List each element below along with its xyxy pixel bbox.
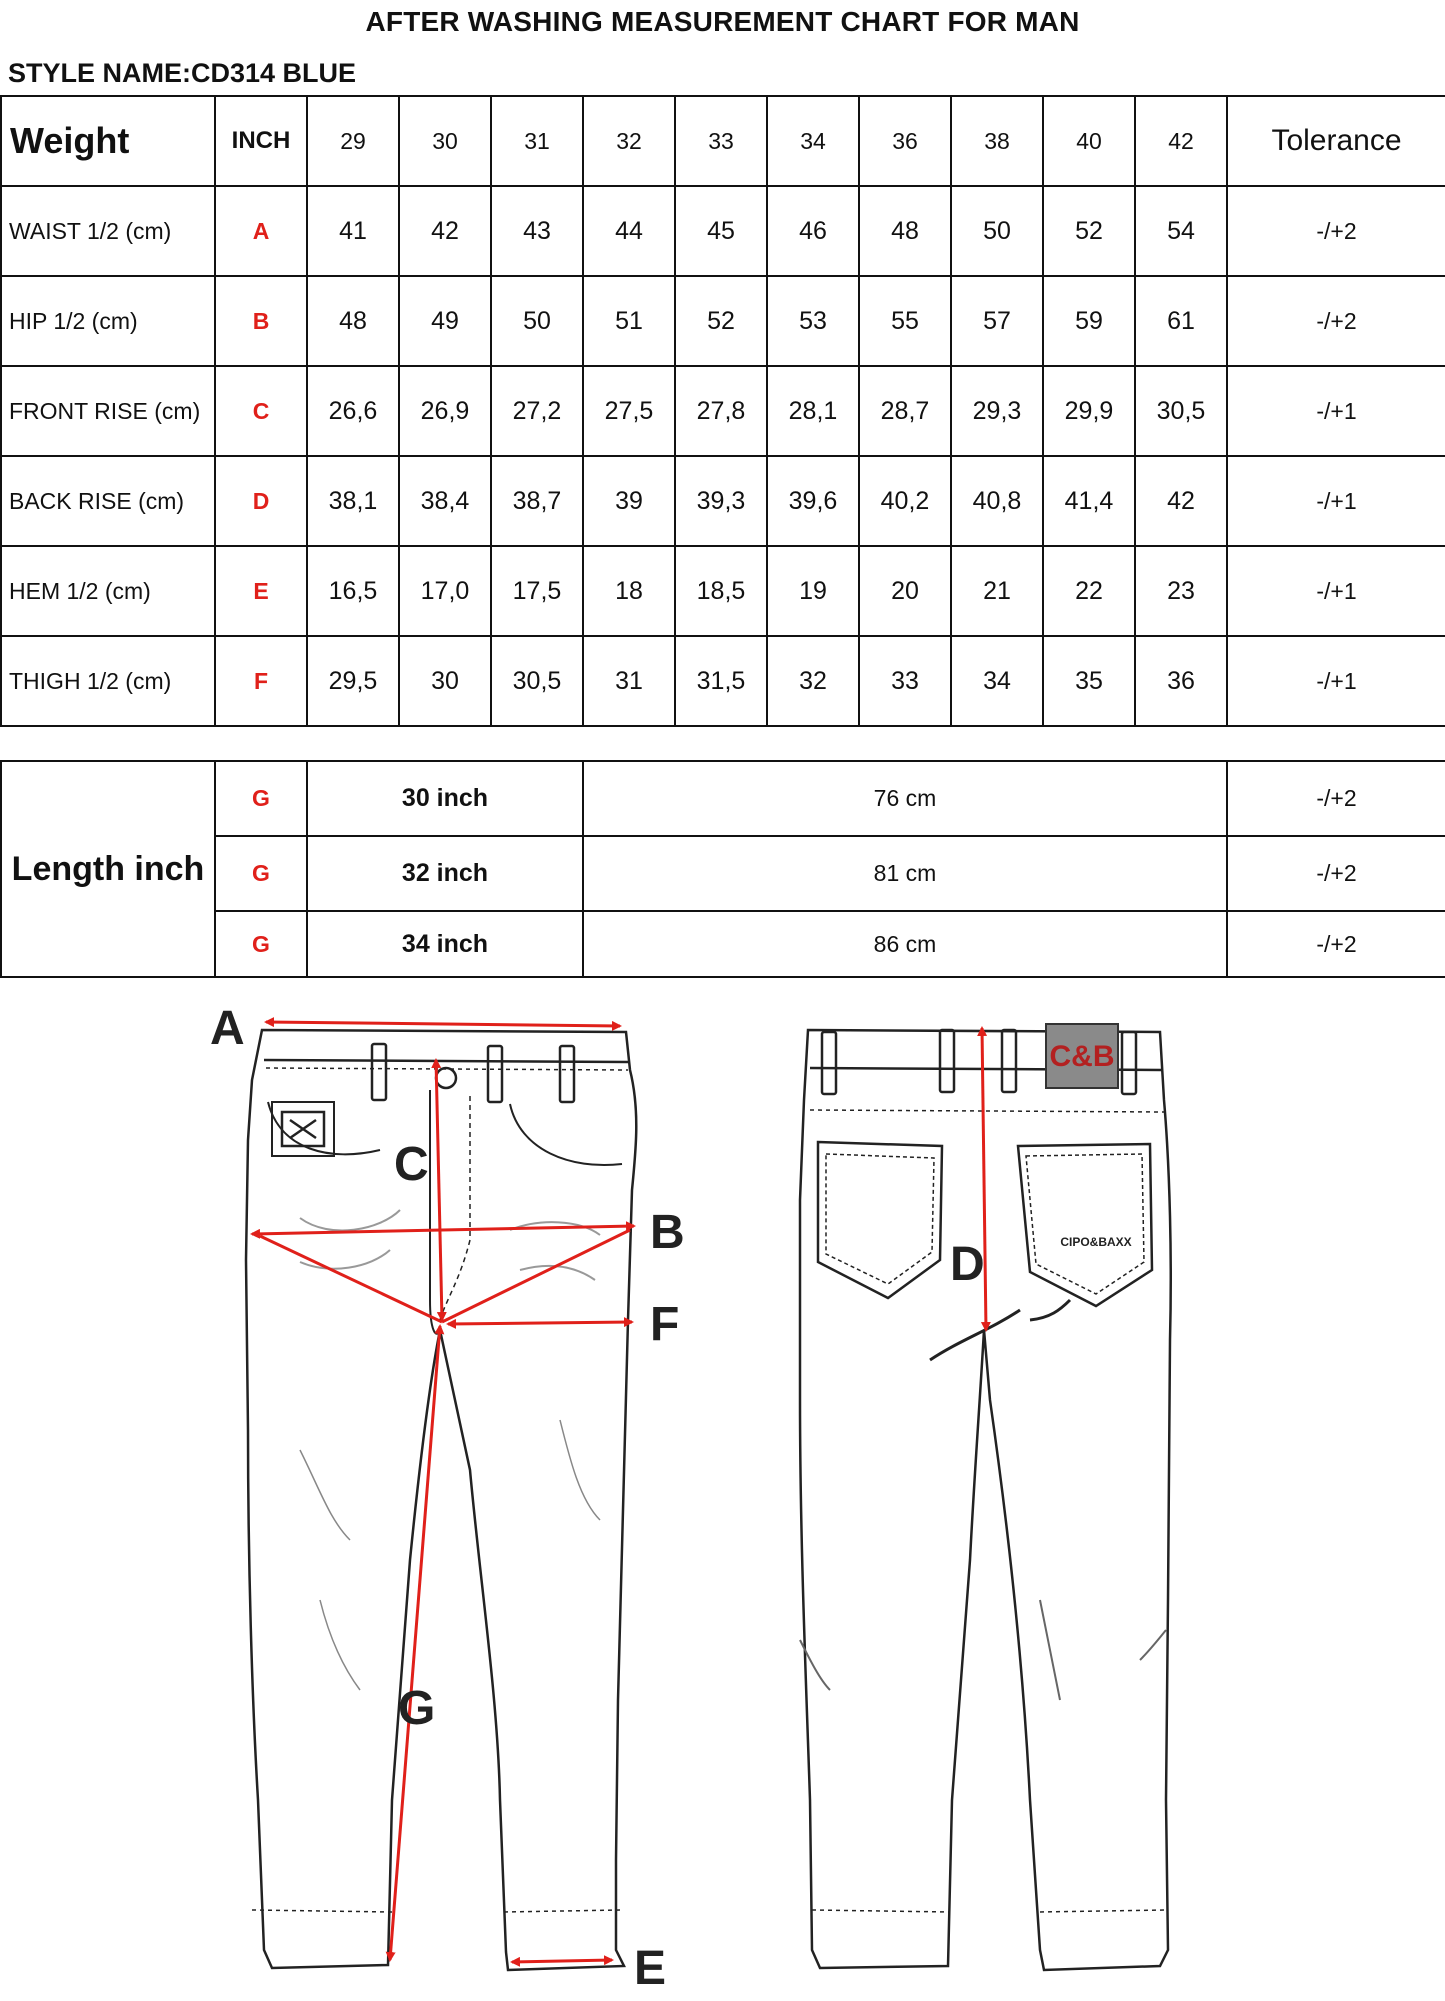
size-value: 40,8: [951, 456, 1043, 546]
label-a: A: [210, 1002, 245, 1055]
arrow-a: [266, 1022, 620, 1026]
measure-code: D: [215, 456, 307, 546]
length-table: [0, 760, 1445, 978]
brand-patch-text: C&B: [1049, 1040, 1115, 1073]
size-value: 38,1: [307, 456, 399, 546]
size-value: 30: [399, 636, 491, 726]
header-size: 33: [675, 96, 767, 186]
size-value: 38,4: [399, 456, 491, 546]
front-button: [436, 1068, 456, 1088]
size-value: 59: [1043, 276, 1135, 366]
belt-loop: [822, 1032, 836, 1094]
measure-code: F: [215, 636, 307, 726]
belt-loop: [372, 1044, 386, 1100]
table-row: [1, 366, 1445, 456]
size-value: 35: [1043, 636, 1135, 726]
belt-loop: [1122, 1032, 1136, 1094]
measurement-name: FRONT RISE (cm): [1, 366, 215, 456]
belt-loop: [1002, 1030, 1016, 1092]
size-value: 48: [859, 186, 951, 276]
size-value: 49: [399, 276, 491, 366]
belt-loop: [560, 1046, 574, 1102]
table-row: [1, 911, 1445, 977]
size-value: 53: [767, 276, 859, 366]
table-row: [1, 761, 1445, 836]
size-value: 22: [1043, 546, 1135, 636]
size-value: 17,0: [399, 546, 491, 636]
tolerance-cell: -/+2: [1227, 186, 1445, 276]
page-title: AFTER WASHING MEASUREMENT CHART FOR MAN: [365, 6, 1080, 37]
back-pocket-left: [818, 1142, 942, 1298]
front-jeans-drawing: [246, 1030, 636, 1970]
header-tolerance: Tolerance: [1227, 96, 1445, 186]
size-value: 61: [1135, 276, 1227, 366]
size-value: 55: [859, 276, 951, 366]
size-value: 41: [307, 186, 399, 276]
tolerance-cell: -/+1: [1227, 546, 1445, 636]
length-cm: 86 cm: [583, 911, 1227, 977]
size-value: 52: [675, 276, 767, 366]
arrow-b2: [260, 1236, 442, 1322]
length-inch: 34 inch: [307, 911, 583, 977]
arrow-e: [512, 1960, 612, 1962]
size-value: 27,5: [583, 366, 675, 456]
measurement-name: HIP 1/2 (cm): [1, 276, 215, 366]
table-row: [1, 186, 1445, 276]
length-cm: 81 cm: [583, 836, 1227, 911]
size-value: 18: [583, 546, 675, 636]
size-value: 38,7: [491, 456, 583, 546]
header-size: 34: [767, 96, 859, 186]
size-value: 28,7: [859, 366, 951, 456]
size-value: 40,2: [859, 456, 951, 546]
size-value: 17,5: [491, 546, 583, 636]
size-value: 20: [859, 546, 951, 636]
header-inch: INCH: [215, 96, 307, 186]
size-value: 39,6: [767, 456, 859, 546]
table-row: [1, 276, 1445, 366]
measurement-name: HEM 1/2 (cm): [1, 546, 215, 636]
size-value: 50: [951, 186, 1043, 276]
header-size: 36: [859, 96, 951, 186]
size-value: 44: [583, 186, 675, 276]
label-b: B: [650, 1206, 685, 1259]
measure-code: G: [215, 761, 307, 836]
header-size: 40: [1043, 96, 1135, 186]
size-value: 57: [951, 276, 1043, 366]
table-row: [1, 636, 1445, 726]
arrow-b3: [442, 1230, 630, 1322]
size-value: 26,9: [399, 366, 491, 456]
measurement-name: WAIST 1/2 (cm): [1, 186, 215, 276]
measure-code: G: [215, 836, 307, 911]
size-value: 36: [1135, 636, 1227, 726]
back-pocket-text: CIPO&BAXX: [1060, 1235, 1132, 1249]
length-label: Length inch: [1, 761, 215, 977]
header-size: 32: [583, 96, 675, 186]
size-value: 27,2: [491, 366, 583, 456]
measurement-name: THIGH 1/2 (cm): [1, 636, 215, 726]
size-value: 42: [1135, 456, 1227, 546]
size-value: 34: [951, 636, 1043, 726]
size-value: 41,4: [1043, 456, 1135, 546]
size-value: 26,6: [307, 366, 399, 456]
size-value: 18,5: [675, 546, 767, 636]
length-inch: 32 inch: [307, 836, 583, 911]
length-cm: 76 cm: [583, 761, 1227, 836]
size-value: 23: [1135, 546, 1227, 636]
header-size: 31: [491, 96, 583, 186]
measure-code: E: [215, 546, 307, 636]
tolerance-cell: -/+2: [1227, 761, 1445, 836]
table-row: [1, 836, 1445, 911]
tolerance-cell: -/+1: [1227, 636, 1445, 726]
size-value: 39: [583, 456, 675, 546]
label-c: C: [394, 1138, 429, 1191]
size-value: 45: [675, 186, 767, 276]
front-outline: [246, 1030, 636, 1970]
size-value: 29,9: [1043, 366, 1135, 456]
measure-code: G: [215, 911, 307, 977]
label-f: F: [650, 1298, 680, 1351]
size-value: 29,3: [951, 366, 1043, 456]
measure-code: C: [215, 366, 307, 456]
table-row: [1, 456, 1445, 546]
size-value: 21: [951, 546, 1043, 636]
measurement-name: BACK RISE (cm): [1, 456, 215, 546]
size-value: 52: [1043, 186, 1135, 276]
size-value: 48: [307, 276, 399, 366]
tolerance-cell: -/+2: [1227, 836, 1445, 911]
size-value: 50: [491, 276, 583, 366]
header-size: 30: [399, 96, 491, 186]
size-value: 51: [583, 276, 675, 366]
table-header-row: [1, 96, 1445, 186]
arrow-g: [390, 1326, 440, 1960]
size-value: 30,5: [491, 636, 583, 726]
label-g: G: [398, 1682, 436, 1735]
size-value: 33: [859, 636, 951, 726]
measure-code: B: [215, 276, 307, 366]
arrow-c: [436, 1060, 442, 1320]
arrow-b: [252, 1226, 634, 1234]
label-e: E: [634, 1942, 667, 1995]
belt-loop: [940, 1030, 954, 1092]
tolerance-cell: -/+1: [1227, 366, 1445, 456]
jeans-technical-drawing: [0, 990, 1445, 2001]
size-value: 28,1: [767, 366, 859, 456]
tolerance-cell: -/+2: [1227, 911, 1445, 977]
header-size: 38: [951, 96, 1043, 186]
arrow-f: [448, 1322, 632, 1324]
size-value: 16,5: [307, 546, 399, 636]
tolerance-cell: -/+1: [1227, 456, 1445, 546]
size-value: 43: [491, 186, 583, 276]
size-value: 31,5: [675, 636, 767, 726]
size-value: 30,5: [1135, 366, 1227, 456]
size-value: 19: [767, 546, 859, 636]
label-d: D: [950, 1238, 985, 1291]
size-measurement-table: [0, 95, 1445, 727]
table-row: [1, 546, 1445, 636]
size-value: 46: [767, 186, 859, 276]
size-value: 32: [767, 636, 859, 726]
header-size: 29: [307, 96, 399, 186]
header-weight: Weight: [1, 96, 215, 186]
header-size: 42: [1135, 96, 1227, 186]
size-value: 31: [583, 636, 675, 726]
size-value: 27,8: [675, 366, 767, 456]
length-inch: 30 inch: [307, 761, 583, 836]
size-value: 42: [399, 186, 491, 276]
size-value: 39,3: [675, 456, 767, 546]
measure-code: A: [215, 186, 307, 276]
style-name: STYLE NAME:CD314 BLUE: [8, 58, 357, 88]
back-pocket-right: [1018, 1144, 1152, 1306]
size-value: 29,5: [307, 636, 399, 726]
size-value: 54: [1135, 186, 1227, 276]
belt-loop: [488, 1046, 502, 1102]
tolerance-cell: -/+2: [1227, 276, 1445, 366]
